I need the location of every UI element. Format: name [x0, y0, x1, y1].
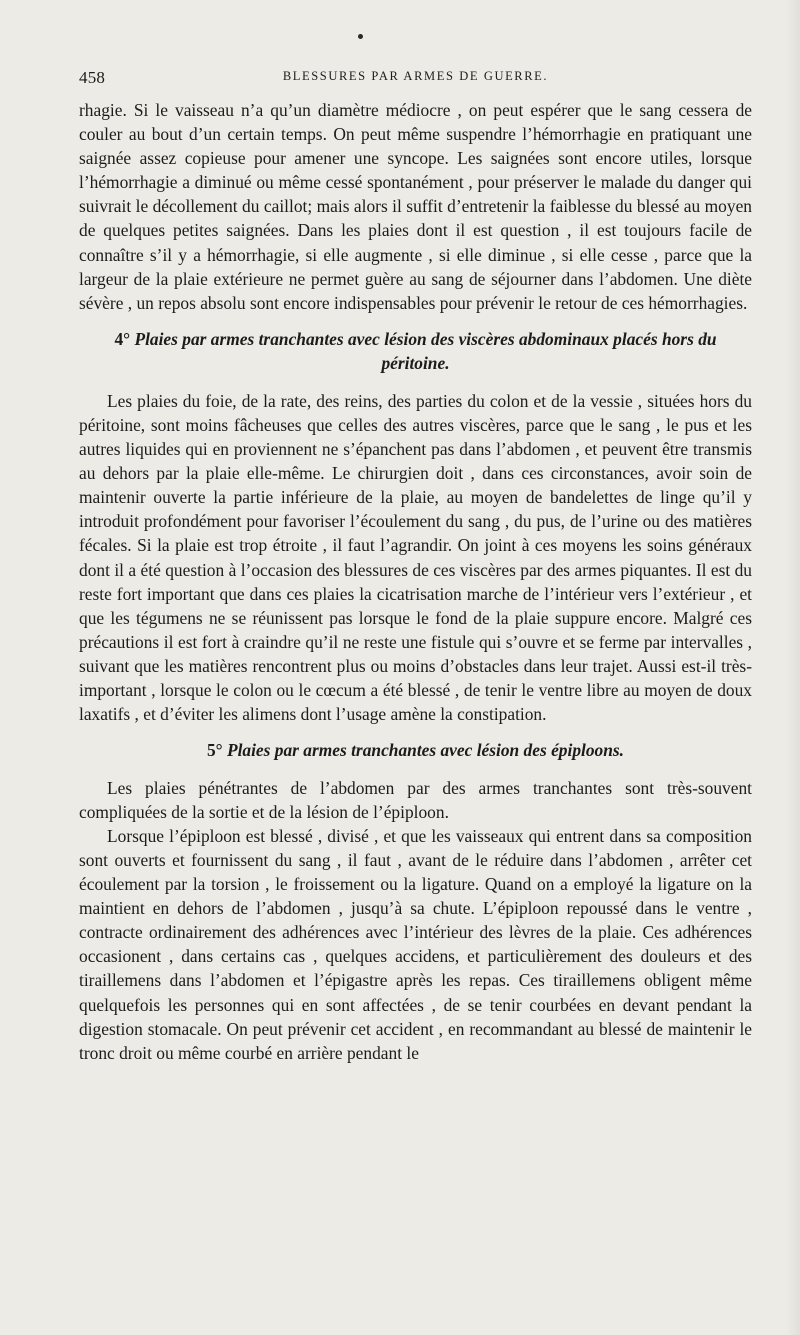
- paragraph: rhagie. Si le vaisseau n’a qu’un diamètre médiocre , on peut espérer que le sang cessera de couler au bout d’un certain temps. On peut même suspendre l’hémorrhagie en pratiquant une saignée assez copieuse pour amener une syncope. Les saignées sont encore utiles, lorsque l’hémorrhagie a diminué ou même cessé spontanément , pour préserver le malade du danger qui suivrait le décollement du caillot; mais alors il suffit d’entretenir la faiblesse du blessé au moyen de quelques petites saignées. Dans les plaies dont il est question , il est toujours facile de connaître s’il y a hémorrhagie, si elle augmente , si elle diminue , si elle cesse , parce que la largeur de la plaie extérieure ne permet guère au sang de séjourner dans l’abdomen. Une diète sévère , un repos absolu sont encore indispensables pour prévenir le retour de ces hémorrhagies.: [79, 100, 752, 313]
- page-number: 458: [79, 68, 106, 87]
- body-text: [79, 98, 752, 1065]
- running-head: BLESSURES PAR ARMES DE GUERRE.: [282, 69, 549, 83]
- ink-dot: [358, 34, 363, 39]
- page-edge-shade: [786, 0, 800, 1335]
- paragraph: Lorsque l’épiploon est blessé , divisé , et que les vaisseaux qui entrent dans sa composition sont ouverts et fournissent du sang , il faut , avant de le réduire dans l’abdomen , arrêter cet écoulement par la torsion , le froissement ou la ligature. Quand on a employé la ligature on la maintient en dehors de l’abdomen , jusqu’à sa chute. L’épiploon repoussé dans le ventre , contracte ordinairement des adhérences avec l’intérieur des lèvres de la plaie. Ces adhérences occasionent , dans certains cas , quelques accidens, et particulièrement des douleurs et des tiraillemens dans l’abdomen et l’épigastre après les repas. Ces tiraillemens obligent même quelquefois les personnes qui en sont affectées , de se tenir courbées en devant pendant la digestion stomacale. On peut prévenir cet accident , en recommandant au blessé de maintenir le tronc droit ou même courbé en arrière pendant le: [79, 825, 752, 1063]
- paragraph: Les plaies du foie, de la rate, des reins, des parties du colon et de la vessie , situées hors du péritoine, sont moins fâcheuses que celles des autres viscères, parce que le sang , le pus et les autres liquides qui en proviennent ne s’épanchent pas dans l’abdomen , et peuvent être transmis au dehors par la plaie elle-même. Le chirurgien doit , dans ces circonstances, avoir soin de maintenir ouverte la partie inférieure de la plaie, au moyen de bandelettes de linge qu’il y introduit profondément pour favoriser l’écoulement du sang , du pus, de l’urine ou des matières fécales. Si la plaie est trop étroite , il faut l’agrandir. On joint à ces moyens les soins généraux dont il a été question à l’occasion des blessures de ces viscères par des armes piquantes. Il est du reste fort important que dans ces plaies la cicatrisation marche de l’intérieur vers l’extérieur , et que les tégumens ne se réunissent pas lorsque le fond de la plaie suppure encore. Malgré ces précautions il est fort à craindre qu’il ne reste une fistule qui s’ouvre et se ferme par intervalles , suivant que les matières rencontrent plus ou moins d’obstacles dans leur trajet. Aussi est-il très-important , lorsque le colon ou le cœcum a été blessé , de tenir le ventre libre au moyen de doux laxatifs , et d’éviter les alimens dont l’usage amène la constipation.: [79, 390, 752, 725]
- section-title-text: Plaies par armes tranchantes avec lésion des viscères abdominaux placés hors du péritoine.: [134, 328, 717, 374]
- section-title-text: Plaies par armes tranchantes avec lésion des épiploons.: [226, 740, 625, 761]
- section-number: 5°: [206, 740, 223, 761]
- section-number: 4°: [114, 328, 131, 349]
- section-title: [107, 738, 724, 763]
- section-title: [107, 327, 724, 376]
- paragraph: Les plaies pénétrantes de l’abdomen par des armes tranchantes sont très-souvent compliquées de la sortie et de la lésion de l’épiploon.: [79, 777, 752, 822]
- page-header: [79, 68, 752, 88]
